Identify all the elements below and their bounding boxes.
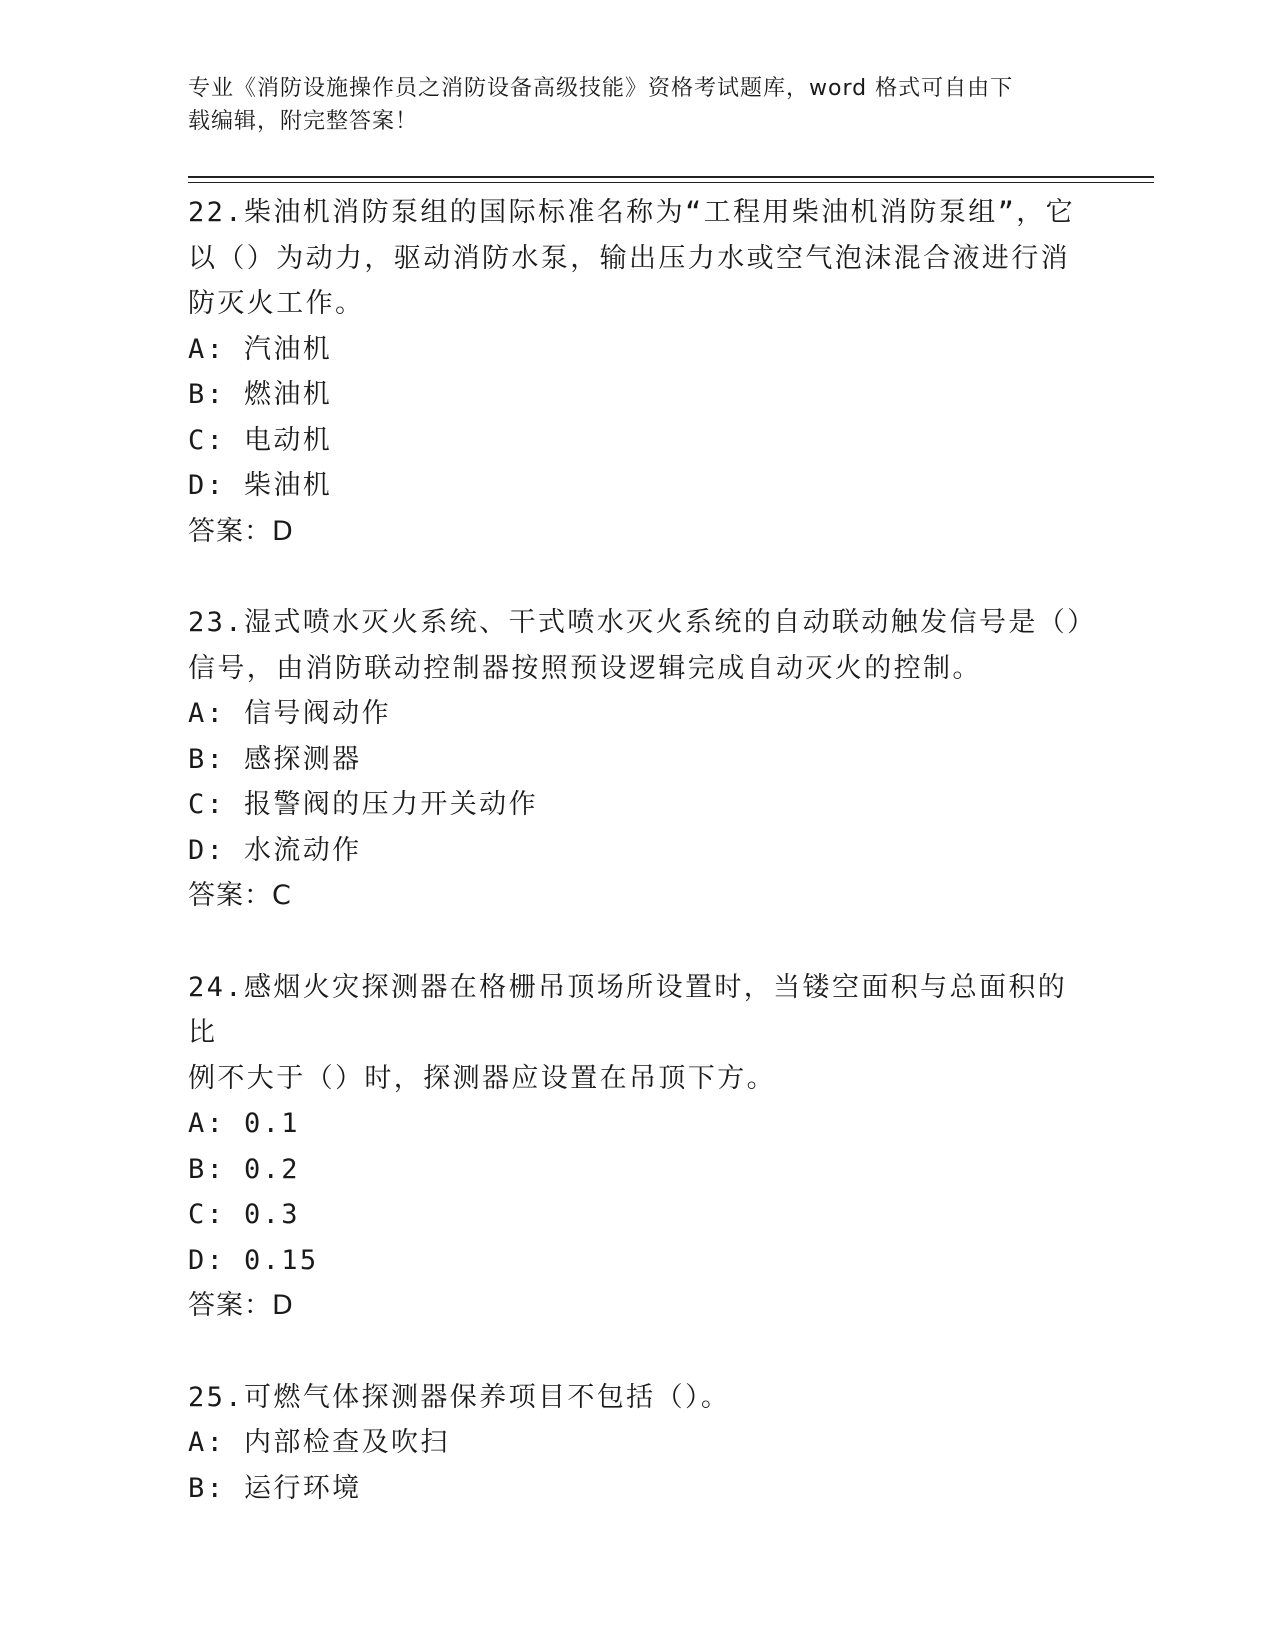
option-a: A: 内部检查及吹扫: [188, 1427, 450, 1458]
option-c: C: 电动机: [188, 424, 333, 456]
question-line: 以（）为动力，驱动消防水泵，输出压力水或空气泡沫混合液进行消: [188, 242, 1070, 274]
header-line-1: 专业《消防设施操作员之消防设备高级技能》资格考试题库，word 格式可自由下: [188, 76, 1014, 101]
document-header: [188, 72, 1078, 138]
question-line: 信号，由消防联动控制器按照预设逻辑完成自动灭火的控制。: [188, 652, 982, 684]
answer-line: 答案：D: [188, 1290, 294, 1321]
question-line: 防灭火工作。: [188, 288, 365, 319]
question-22: [188, 190, 1088, 554]
option-a: A: 0.1: [188, 1108, 300, 1139]
answer-line: 答案：D: [188, 515, 294, 547]
answer-line: 答案：C: [188, 880, 292, 911]
option-b: B: 感探测器: [188, 743, 362, 775]
question-line: 例不大于（）时，探测器应设置在吊顶下方。: [188, 1062, 776, 1094]
option-d: D: 0.15: [188, 1244, 319, 1276]
option-d: D: 柴油机: [188, 470, 333, 501]
header-line-2: 载编辑，附完整答案！: [188, 109, 419, 134]
question-line: 24.感烟火灾探测器在格栅吊顶场所设置时，当镂空面积与总面积的比: [188, 971, 1068, 1048]
option-d: D: 水流动作: [188, 834, 362, 866]
header-rule-thick: [188, 176, 1154, 178]
question-line: 23.湿式喷水灭火系统、干式喷水灭火系统的自动联动触发信号是（）: [188, 607, 1097, 638]
option-c: C: 报警阀的压力开关动作: [188, 789, 538, 820]
option-a: A: 信号阀动作: [188, 698, 391, 729]
option-b: B: 燃油机: [188, 379, 333, 410]
question-24: [188, 965, 1088, 1329]
option-a: A: 汽油机: [188, 333, 333, 365]
question-line: 25.可燃气体探测器保养项目不包括（）。: [188, 1381, 731, 1413]
question-23: [188, 600, 1097, 919]
question-list: [188, 190, 1097, 1511]
question-25: [188, 1375, 1088, 1512]
question-line: 22.柴油机消防泵组的国际标准名称为“工程用柴油机消防泵组”，它: [188, 197, 1076, 228]
option-c: C: 0.3: [188, 1199, 300, 1230]
option-b: B: 0.2: [188, 1153, 300, 1185]
option-b: B: 运行环境: [188, 1472, 362, 1504]
header-rule-thin: [188, 182, 1154, 183]
